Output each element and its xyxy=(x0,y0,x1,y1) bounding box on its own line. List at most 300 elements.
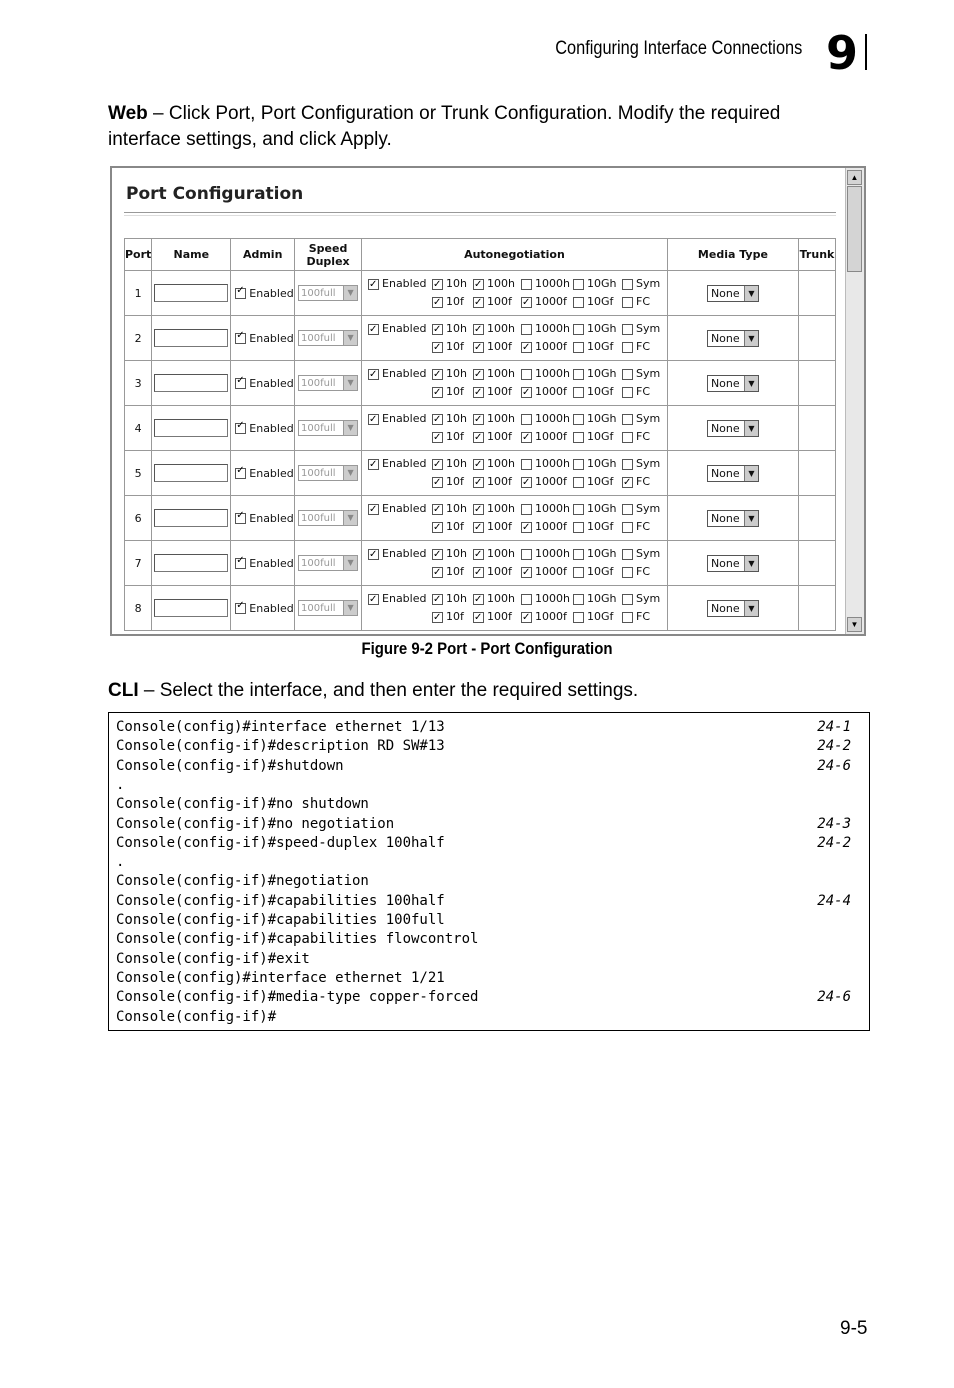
checkbox-icon[interactable] xyxy=(432,522,443,533)
autoneg-cell xyxy=(362,271,668,316)
col-port: Port xyxy=(125,239,152,271)
port-number: 7 xyxy=(125,541,152,586)
checkbox-icon[interactable] xyxy=(521,612,532,623)
web-text-line1: – Click Port, Port Configuration or Trunk Configuration. Modify the required xyxy=(147,103,781,124)
checkbox-icon[interactable] xyxy=(622,297,633,308)
checkbox-icon[interactable] xyxy=(622,279,633,290)
checkbox-icon[interactable] xyxy=(432,369,443,380)
cap-10h-label: 10h xyxy=(446,412,467,425)
checkbox-icon[interactable] xyxy=(573,369,584,380)
admin-enabled-checkbox[interactable] xyxy=(235,468,246,479)
code-line: Console(config-if)#capabilities 100half xyxy=(116,892,445,909)
cap-fc[interactable] xyxy=(622,428,657,446)
cap-1000h-label: 1000h xyxy=(535,502,570,515)
checkbox-icon[interactable] xyxy=(473,612,484,623)
checkbox-icon[interactable] xyxy=(432,297,443,308)
admin-enabled-checkbox[interactable] xyxy=(235,423,246,434)
cap-fc[interactable] xyxy=(622,563,657,581)
trunk-cell xyxy=(798,451,835,496)
speed-duplex-select[interactable] xyxy=(298,510,358,526)
port-name-input[interactable] xyxy=(154,284,228,302)
checkbox-icon[interactable] xyxy=(521,504,532,515)
speed-duplex-select[interactable] xyxy=(298,330,358,346)
cap-10gh[interactable] xyxy=(573,275,622,293)
checkbox-icon[interactable] xyxy=(368,369,379,380)
checkbox-icon[interactable] xyxy=(432,324,443,335)
cap-1000h[interactable] xyxy=(521,500,573,518)
cap-100h-label: 100h xyxy=(487,592,515,605)
cap-10gh[interactable] xyxy=(573,410,622,428)
cap-100h[interactable] xyxy=(473,365,521,383)
cap-1000h[interactable] xyxy=(521,410,573,428)
cap-10h[interactable] xyxy=(432,365,473,383)
checkbox-icon[interactable] xyxy=(622,477,633,488)
cap-100f-label: 100f xyxy=(487,565,512,578)
speed-duplex-value: 100full xyxy=(301,377,336,389)
media-type-select[interactable] xyxy=(707,510,759,527)
chevron-down-icon: ▼ xyxy=(744,466,758,481)
cap-10gh[interactable] xyxy=(573,500,622,518)
speed-duplex-value: 100full xyxy=(301,602,336,614)
name-cell xyxy=(152,406,231,451)
cap-10gf[interactable] xyxy=(573,608,622,626)
media-type-select[interactable] xyxy=(707,600,759,617)
checkbox-icon[interactable] xyxy=(573,504,584,515)
chevron-down-icon: ▼ xyxy=(343,511,357,525)
autoneg-enabled[interactable] xyxy=(368,320,432,338)
autoneg-enabled[interactable] xyxy=(368,545,432,563)
checkbox-icon[interactable] xyxy=(573,342,584,353)
checkbox-icon[interactable] xyxy=(473,414,484,425)
name-cell xyxy=(152,451,231,496)
checkbox-icon[interactable] xyxy=(368,324,379,335)
media-type-value: None xyxy=(710,376,740,390)
code-reference: 24-2 xyxy=(817,738,851,755)
checkbox-icon[interactable] xyxy=(473,477,484,488)
cap-fc[interactable] xyxy=(622,383,657,401)
checkbox-icon[interactable] xyxy=(432,279,443,290)
checkbox-icon[interactable] xyxy=(622,324,633,335)
checkbox-icon[interactable] xyxy=(368,549,379,560)
checkbox-icon[interactable] xyxy=(432,459,443,470)
speed-cell xyxy=(295,406,362,451)
admin-enabled-label: Enabled xyxy=(249,286,294,300)
cap-100h[interactable] xyxy=(473,410,521,428)
col-media-type: Media Type xyxy=(667,239,798,271)
autoneg-enabled[interactable] xyxy=(368,500,432,518)
col-speed-line1: Speed xyxy=(308,241,348,255)
checkbox-icon[interactable] xyxy=(521,297,532,308)
checkbox-icon[interactable] xyxy=(622,414,633,425)
cap-10gf[interactable] xyxy=(573,563,622,581)
cap-100f[interactable] xyxy=(473,563,521,581)
cap-10f[interactable] xyxy=(432,473,473,491)
cap-sym-label: Sym xyxy=(636,457,661,470)
cap-1000h[interactable] xyxy=(521,365,573,383)
table-row xyxy=(125,586,836,631)
chevron-down-icon: ▼ xyxy=(343,286,357,300)
chevron-down-icon: ▼ xyxy=(744,511,758,526)
cap-fc-label: FC xyxy=(636,475,651,488)
cap-10h[interactable] xyxy=(432,410,473,428)
speed-duplex-select[interactable] xyxy=(298,465,358,481)
checkbox-icon[interactable] xyxy=(573,324,584,335)
media-type-select[interactable] xyxy=(707,420,759,437)
cap-sym[interactable] xyxy=(622,320,661,338)
checkbox-icon[interactable] xyxy=(473,387,484,398)
autoneg-enabled[interactable] xyxy=(368,365,432,383)
admin-enabled-checkbox[interactable] xyxy=(235,288,246,299)
cap-fc[interactable] xyxy=(622,473,657,491)
checkbox-icon[interactable] xyxy=(473,522,484,533)
checkbox-icon[interactable] xyxy=(622,567,633,578)
cap-sym[interactable] xyxy=(622,590,661,608)
checkbox-icon[interactable] xyxy=(521,324,532,335)
autoneg-cell xyxy=(362,451,668,496)
cap-100h[interactable] xyxy=(473,320,521,338)
checkbox-icon[interactable] xyxy=(573,567,584,578)
port-name-input[interactable] xyxy=(154,599,228,617)
cap-10f[interactable] xyxy=(432,293,473,311)
cap-10gh-label: 10Gh xyxy=(587,592,617,605)
checkbox-icon[interactable] xyxy=(622,504,633,515)
cap-100h[interactable] xyxy=(473,275,521,293)
port-number: 1 xyxy=(125,271,152,316)
checkbox-icon[interactable] xyxy=(432,567,443,578)
checkbox-icon[interactable] xyxy=(521,279,532,290)
port-name-input[interactable] xyxy=(154,374,228,392)
checkbox-icon[interactable] xyxy=(521,477,532,488)
cap-sym[interactable] xyxy=(622,275,661,293)
cap-100f-label: 100f xyxy=(487,340,512,353)
cap-1000f[interactable] xyxy=(521,338,573,356)
page-number: 9-5 xyxy=(840,1318,868,1339)
cap-1000f[interactable] xyxy=(521,518,573,536)
speed-duplex-select[interactable] xyxy=(298,555,358,571)
trunk-cell xyxy=(798,496,835,541)
checkbox-icon[interactable] xyxy=(473,279,484,290)
checkbox-icon[interactable] xyxy=(432,549,443,560)
checkbox-icon[interactable] xyxy=(521,369,532,380)
checkbox-icon[interactable] xyxy=(473,504,484,515)
media-type-value: None xyxy=(710,421,740,435)
checkbox-icon[interactable] xyxy=(622,387,633,398)
autoneg-enabled-label: Enabled xyxy=(382,547,427,560)
name-cell xyxy=(152,316,231,361)
checkbox-icon[interactable] xyxy=(521,387,532,398)
trunk-cell xyxy=(798,361,835,406)
media-type-select[interactable] xyxy=(707,555,759,572)
admin-enabled-checkbox[interactable] xyxy=(235,513,246,524)
speed-duplex-select[interactable] xyxy=(298,375,358,391)
cap-10gh[interactable] xyxy=(573,545,622,563)
media-type-select[interactable] xyxy=(707,375,759,392)
checkbox-icon[interactable] xyxy=(368,594,379,605)
cap-10f[interactable] xyxy=(432,563,473,581)
cap-10f[interactable] xyxy=(432,428,473,446)
media-type-value: None xyxy=(710,331,740,345)
checkbox-icon[interactable] xyxy=(368,279,379,290)
checkbox-icon[interactable] xyxy=(622,432,633,443)
cap-1000f[interactable] xyxy=(521,428,573,446)
checkbox-icon[interactable] xyxy=(432,477,443,488)
cap-10gh[interactable] xyxy=(573,320,622,338)
code-reference: 24-6 xyxy=(817,757,851,774)
checkbox-icon[interactable] xyxy=(573,297,584,308)
cap-100h[interactable] xyxy=(473,500,521,518)
checkbox-icon[interactable] xyxy=(573,549,584,560)
code-reference: 24-2 xyxy=(817,834,851,851)
cap-100f[interactable] xyxy=(473,293,521,311)
checkbox-icon[interactable] xyxy=(521,459,532,470)
port-name-input[interactable] xyxy=(154,464,228,482)
checkbox-icon[interactable] xyxy=(622,522,633,533)
checkbox-icon[interactable] xyxy=(368,414,379,425)
checkbox-icon[interactable] xyxy=(573,522,584,533)
cap-100h[interactable] xyxy=(473,590,521,608)
trunk-cell xyxy=(798,541,835,586)
checkbox-icon[interactable] xyxy=(573,432,584,443)
cap-fc-label: FC xyxy=(636,520,651,533)
port-name-input[interactable] xyxy=(154,329,228,347)
media-cell xyxy=(667,586,798,631)
col-autonegotiation: Autonegotiation xyxy=(362,239,668,271)
table-row xyxy=(125,451,836,496)
cap-1000h-label: 1000h xyxy=(535,457,570,470)
checkbox-icon[interactable] xyxy=(622,369,633,380)
cap-100f[interactable] xyxy=(473,608,521,626)
checkbox-icon[interactable] xyxy=(573,594,584,605)
checkbox-icon[interactable] xyxy=(432,387,443,398)
checkbox-icon[interactable] xyxy=(573,414,584,425)
speed-duplex-select[interactable] xyxy=(298,285,358,301)
autoneg-cell xyxy=(362,361,668,406)
scroll-down-icon[interactable]: ▼ xyxy=(847,617,862,632)
name-cell xyxy=(152,586,231,631)
speed-cell xyxy=(295,271,362,316)
cap-10gh-label: 10Gh xyxy=(587,547,617,560)
cap-100f[interactable] xyxy=(473,428,521,446)
cap-fc[interactable] xyxy=(622,518,657,536)
admin-cell xyxy=(231,541,295,586)
autoneg-cell xyxy=(362,496,668,541)
col-speed-line2: Duplex xyxy=(306,254,350,268)
cap-100f[interactable] xyxy=(473,518,521,536)
checkbox-icon[interactable] xyxy=(622,342,633,353)
checkbox-icon[interactable] xyxy=(473,459,484,470)
checkbox-icon[interactable] xyxy=(573,279,584,290)
cap-10h[interactable] xyxy=(432,275,473,293)
checkbox-icon[interactable] xyxy=(432,414,443,425)
speed-duplex-select[interactable] xyxy=(298,600,358,616)
cap-1000h[interactable] xyxy=(521,545,573,563)
checkbox-icon[interactable] xyxy=(473,324,484,335)
checkbox-icon[interactable] xyxy=(622,612,633,623)
cap-10gf[interactable] xyxy=(573,518,622,536)
cap-10gf-label: 10Gf xyxy=(587,520,614,533)
checkbox-icon[interactable] xyxy=(368,459,379,470)
checkbox-icon[interactable] xyxy=(521,594,532,605)
cap-sym[interactable] xyxy=(622,365,661,383)
cap-sym[interactable] xyxy=(622,500,661,518)
cap-1000f-label: 1000f xyxy=(535,430,567,443)
cap-10h-label: 10h xyxy=(446,277,467,290)
cap-100f[interactable] xyxy=(473,383,521,401)
code-line: Console(config-if)#media-type copper-forced xyxy=(116,989,479,1006)
admin-enabled-checkbox[interactable] xyxy=(235,558,246,569)
cap-100h-label: 100h xyxy=(487,457,515,470)
checkbox-icon[interactable] xyxy=(368,504,379,515)
chevron-down-icon: ▼ xyxy=(744,286,758,301)
cap-10h[interactable] xyxy=(432,320,473,338)
checkbox-icon[interactable] xyxy=(622,459,633,470)
cap-10gf[interactable] xyxy=(573,473,622,491)
cap-1000h[interactable] xyxy=(521,275,573,293)
chevron-down-icon: ▼ xyxy=(343,466,357,480)
cap-10gf[interactable] xyxy=(573,293,622,311)
cap-1000h-label: 1000h xyxy=(535,367,570,380)
cap-10gf[interactable] xyxy=(573,428,622,446)
cap-sym-label: Sym xyxy=(636,277,661,290)
speed-duplex-select[interactable] xyxy=(298,420,358,436)
cap-10f[interactable] xyxy=(432,608,473,626)
cap-10f[interactable] xyxy=(432,338,473,356)
checkbox-icon[interactable] xyxy=(473,342,484,353)
media-cell xyxy=(667,451,798,496)
code-reference: 24-1 xyxy=(817,719,851,735)
media-type-select[interactable] xyxy=(707,465,759,482)
cap-fc[interactable] xyxy=(622,293,657,311)
scroll-up-icon[interactable]: ▲ xyxy=(847,170,862,185)
checkbox-icon[interactable] xyxy=(573,477,584,488)
media-type-value: None xyxy=(710,286,740,300)
cli-label: CLI xyxy=(108,680,139,701)
cap-10gh[interactable] xyxy=(573,590,622,608)
cap-1000f[interactable] xyxy=(521,473,573,491)
cap-10gh[interactable] xyxy=(573,365,622,383)
cap-1000h[interactable] xyxy=(521,320,573,338)
port-name-input[interactable] xyxy=(154,554,228,572)
checkbox-icon[interactable] xyxy=(573,612,584,623)
checkbox-icon[interactable] xyxy=(473,432,484,443)
checkbox-icon[interactable] xyxy=(473,594,484,605)
cap-10gh-label: 10Gh xyxy=(587,457,617,470)
checkbox-icon[interactable] xyxy=(622,549,633,560)
port-name-input[interactable] xyxy=(154,509,228,527)
cap-fc-label: FC xyxy=(636,565,651,578)
checkbox-icon[interactable] xyxy=(432,612,443,623)
cap-10f-label: 10f xyxy=(446,340,464,353)
cap-sym[interactable] xyxy=(622,545,661,563)
admin-enabled-checkbox[interactable] xyxy=(235,333,246,344)
checkbox-icon[interactable] xyxy=(521,342,532,353)
checkbox-icon[interactable] xyxy=(521,414,532,425)
cap-10gf[interactable] xyxy=(573,383,622,401)
checkbox-icon[interactable] xyxy=(573,459,584,470)
checkbox-icon[interactable] xyxy=(432,504,443,515)
speed-duplex-value: 100full xyxy=(301,332,336,344)
checkbox-icon[interactable] xyxy=(432,594,443,605)
speed-duplex-value: 100full xyxy=(301,287,336,299)
cap-10h-label: 10h xyxy=(446,367,467,380)
cap-10gh-label: 10Gh xyxy=(587,367,617,380)
checkbox-icon[interactable] xyxy=(521,567,532,578)
admin-enabled-label: Enabled xyxy=(249,556,294,570)
cap-10gh[interactable] xyxy=(573,455,622,473)
autoneg-enabled[interactable] xyxy=(368,455,432,473)
cap-1000f[interactable] xyxy=(521,608,573,626)
checkbox-icon[interactable] xyxy=(521,549,532,560)
cap-100f[interactable] xyxy=(473,338,521,356)
cap-1000h[interactable] xyxy=(521,590,573,608)
cap-10h[interactable] xyxy=(432,545,473,563)
table-row xyxy=(125,316,836,361)
cap-fc-label: FC xyxy=(636,385,651,398)
cap-10h[interactable] xyxy=(432,590,473,608)
autoneg-enabled[interactable] xyxy=(368,590,432,608)
chevron-down-icon: ▼ xyxy=(744,421,758,436)
checkbox-icon[interactable] xyxy=(473,369,484,380)
name-cell xyxy=(152,496,231,541)
checkbox-icon[interactable] xyxy=(473,549,484,560)
cap-sym[interactable] xyxy=(622,455,661,473)
cap-10h[interactable] xyxy=(432,500,473,518)
port-number: 3 xyxy=(125,361,152,406)
cap-1000f[interactable] xyxy=(521,383,573,401)
autoneg-enabled[interactable] xyxy=(368,410,432,428)
trunk-cell xyxy=(798,406,835,451)
checkbox-icon[interactable] xyxy=(473,567,484,578)
cap-sym[interactable] xyxy=(622,410,661,428)
cap-10gf[interactable] xyxy=(573,338,622,356)
checkbox-icon[interactable] xyxy=(432,432,443,443)
checkbox-icon[interactable] xyxy=(622,594,633,605)
cap-1000h-label: 1000h xyxy=(535,592,570,605)
admin-cell xyxy=(231,361,295,406)
checkbox-icon[interactable] xyxy=(573,387,584,398)
checkbox-icon[interactable] xyxy=(432,342,443,353)
cap-fc[interactable] xyxy=(622,608,657,626)
cap-1000f[interactable] xyxy=(521,293,573,311)
checkbox-icon[interactable] xyxy=(521,432,532,443)
admin-enabled-checkbox[interactable] xyxy=(235,603,246,614)
cap-1000h[interactable] xyxy=(521,455,573,473)
port-name-input[interactable] xyxy=(154,419,228,437)
media-type-select[interactable] xyxy=(707,285,759,302)
cap-100f-label: 100f xyxy=(487,385,512,398)
speed-cell xyxy=(295,541,362,586)
cap-10f[interactable] xyxy=(432,518,473,536)
autoneg-enabled[interactable] xyxy=(368,275,432,293)
cap-1000f[interactable] xyxy=(521,563,573,581)
checkbox-icon[interactable] xyxy=(473,297,484,308)
checkbox-icon[interactable] xyxy=(521,522,532,533)
cap-10f[interactable] xyxy=(432,383,473,401)
cap-100f[interactable] xyxy=(473,473,521,491)
code-line: Console(config-if)#shutdown xyxy=(116,757,344,774)
cap-sym-label: Sym xyxy=(636,502,661,515)
admin-enabled-checkbox[interactable] xyxy=(235,378,246,389)
chevron-down-icon: ▼ xyxy=(343,421,357,435)
media-type-select[interactable] xyxy=(707,330,759,347)
scroll-thumb[interactable] xyxy=(847,186,862,272)
cap-100h[interactable] xyxy=(473,545,521,563)
cap-100h[interactable] xyxy=(473,455,521,473)
cap-100h-label: 100h xyxy=(487,322,515,335)
cap-fc[interactable] xyxy=(622,338,657,356)
vertical-scrollbar[interactable] xyxy=(845,168,864,634)
cap-10h[interactable] xyxy=(432,455,473,473)
